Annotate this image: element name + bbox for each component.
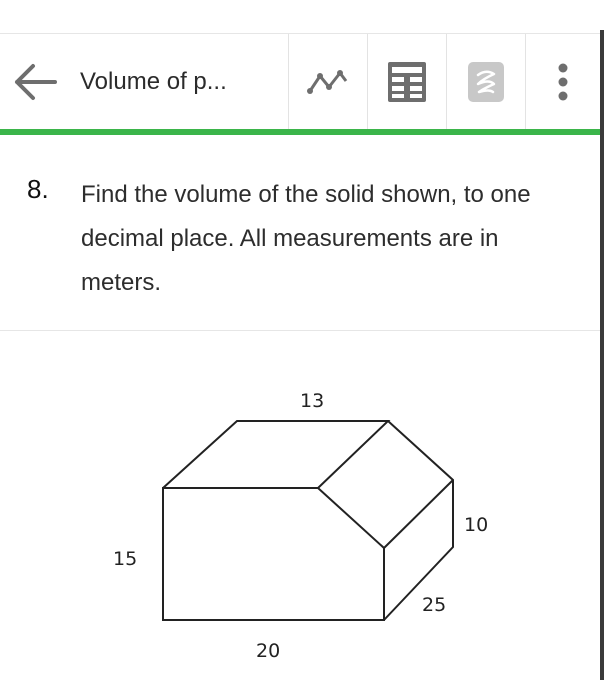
more-vertical-icon — [557, 63, 569, 101]
back-arrow-icon — [13, 62, 57, 102]
label-depth: 25 — [422, 594, 447, 616]
label-top-edge: 13 — [300, 390, 325, 412]
label-left-height: 15 — [113, 548, 138, 570]
scribble-pad-button[interactable] — [447, 34, 526, 129]
top-spacer — [0, 0, 604, 34]
back-button[interactable] — [0, 34, 70, 129]
graph-button[interactable] — [289, 34, 368, 129]
toolbar — [0, 34, 600, 129]
calculator-button[interactable] — [368, 34, 447, 129]
solid-diagram — [0, 332, 600, 700]
more-options-button[interactable] — [526, 34, 600, 129]
right-edge-divider — [600, 30, 604, 680]
calculator-icon — [387, 61, 427, 103]
page-title: Volume of p... — [70, 34, 289, 129]
label-right-height: 10 — [464, 514, 489, 536]
question-text: Find the volume of the solid shown, to one decimal place. All measurements are in meters. — [81, 181, 531, 296]
question-card — [0, 135, 600, 331]
question-number: 8. — [27, 174, 49, 204]
solid-figure — [0, 332, 600, 700]
label-bottom-width: 20 — [256, 640, 281, 662]
scribble-pad-icon — [467, 61, 505, 103]
graph-icon — [307, 67, 349, 97]
